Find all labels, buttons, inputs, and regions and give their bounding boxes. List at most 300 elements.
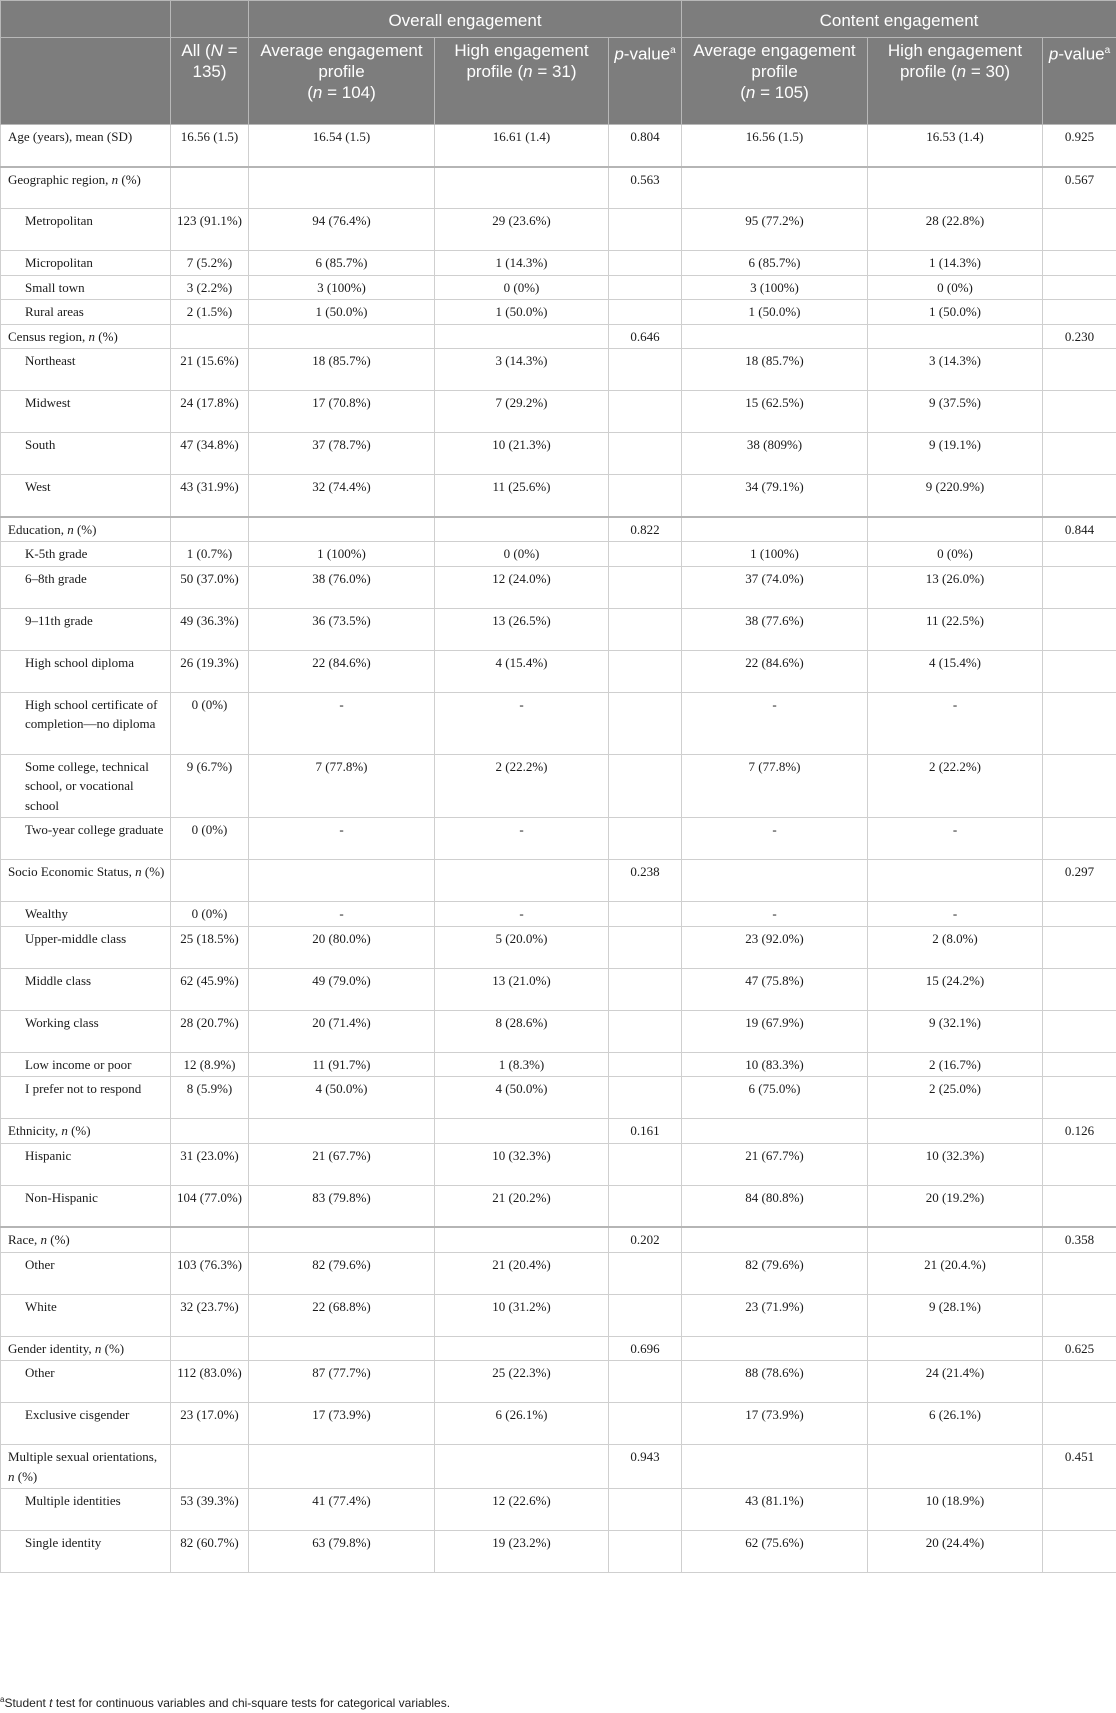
overall-pvalue-cell — [609, 1294, 682, 1336]
content-pvalue-cell — [1043, 209, 1116, 251]
overall-average-cell: 38 (76.0%) — [249, 566, 435, 608]
content-average-cell — [682, 167, 868, 209]
table-row — [1, 209, 1116, 251]
content-average-cell: 18 (85.7%) — [682, 349, 868, 391]
content-high-cell: 9 (220.9%) — [868, 475, 1043, 517]
overall-average-cell — [249, 517, 435, 542]
all-cell: 2 (1.5%) — [171, 300, 249, 325]
content-high-cell: 9 (28.1%) — [868, 1294, 1043, 1336]
overall-high-cell: 13 (26.5%) — [435, 608, 609, 650]
overall-pvalue-cell: 0.563 — [609, 167, 682, 209]
content-pvalue-cell — [1043, 1294, 1116, 1336]
overall-average-cell: - — [249, 902, 435, 927]
content-pvalue-cell — [1043, 650, 1116, 692]
content-average-cell: 6 (75.0%) — [682, 1077, 868, 1119]
header-overall-pvalue: p-value$^a$ — [609, 38, 682, 125]
overall-high-cell: 6 (26.1%) — [435, 1403, 609, 1445]
overall-high-cell: 21 (20.2%) — [435, 1185, 609, 1227]
row-label: Gender identity, n (%) — [1, 1336, 171, 1361]
overall-average-cell: 17 (73.9%) — [249, 1403, 435, 1445]
content-pvalue-cell: 0.625 — [1043, 1336, 1116, 1361]
content-average-cell — [682, 324, 868, 349]
row-label: Metropolitan — [1, 209, 171, 251]
all-cell: 0 (0%) — [171, 692, 249, 754]
content-high-cell — [868, 324, 1043, 349]
overall-average-cell: 18 (85.7%) — [249, 349, 435, 391]
content-high-cell: 3 (14.3%) — [868, 349, 1043, 391]
content-average-cell: 95 (77.2%) — [682, 209, 868, 251]
table-row — [1, 926, 1116, 968]
content-high-cell: 2 (8.0%) — [868, 926, 1043, 968]
content-average-cell: 3 (100%) — [682, 275, 868, 300]
overall-average-cell — [249, 1336, 435, 1361]
all-cell: 50 (37.0%) — [171, 566, 249, 608]
all-cell: 49 (36.3%) — [171, 608, 249, 650]
table-row — [1, 650, 1116, 692]
content-pvalue-cell: 0.126 — [1043, 1119, 1116, 1144]
content-high-cell: 11 (22.5%) — [868, 608, 1043, 650]
content-average-cell: - — [682, 902, 868, 927]
overall-high-cell: 0 (0%) — [435, 542, 609, 567]
overall-average-cell: 7 (77.8%) — [249, 754, 435, 818]
all-cell — [171, 1336, 249, 1361]
content-high-cell: 9 (19.1%) — [868, 433, 1043, 475]
row-label: South — [1, 433, 171, 475]
overall-high-cell: 19 (23.2%) — [435, 1531, 609, 1573]
content-average-cell — [682, 860, 868, 902]
content-average-cell: 1 (50.0%) — [682, 300, 868, 325]
header-variable-cell — [1, 38, 171, 125]
content-high-cell: - — [868, 902, 1043, 927]
overall-pvalue-cell — [609, 754, 682, 818]
overall-high-cell: 12 (24.0%) — [435, 566, 609, 608]
overall-high-cell — [435, 1119, 609, 1144]
content-pvalue-cell: 0.925 — [1043, 125, 1116, 167]
content-average-cell: 23 (92.0%) — [682, 926, 868, 968]
table-row-category — [1, 860, 1116, 902]
content-high-cell: 9 (37.5%) — [868, 391, 1043, 433]
content-average-cell: 16.56 (1.5) — [682, 125, 868, 167]
content-average-cell — [682, 1119, 868, 1144]
overall-average-cell: 11 (91.7%) — [249, 1052, 435, 1077]
row-label: West — [1, 475, 171, 517]
table-row-category — [1, 517, 1116, 542]
content-high-cell: 28 (22.8%) — [868, 209, 1043, 251]
content-pvalue-cell — [1043, 1185, 1116, 1227]
table-row — [1, 1489, 1116, 1531]
content-average-cell: 38 (809%) — [682, 433, 868, 475]
row-label: Multiple sexual orientations, n (%) — [1, 1445, 171, 1489]
row-label: Wealthy — [1, 902, 171, 927]
all-cell: 25 (18.5%) — [171, 926, 249, 968]
overall-pvalue-cell — [609, 1361, 682, 1403]
overall-high-cell: 3 (14.3%) — [435, 349, 609, 391]
content-pvalue-cell — [1043, 542, 1116, 567]
overall-high-cell — [435, 517, 609, 542]
row-label: White — [1, 1294, 171, 1336]
content-high-cell: 0 (0%) — [868, 542, 1043, 567]
content-average-cell: 88 (78.6%) — [682, 1361, 868, 1403]
overall-average-cell — [249, 1227, 435, 1252]
all-cell: 47 (34.8%) — [171, 433, 249, 475]
overall-pvalue-cell — [609, 1403, 682, 1445]
row-label: Hispanic — [1, 1143, 171, 1185]
row-label: Northeast — [1, 349, 171, 391]
all-cell — [171, 324, 249, 349]
content-pvalue-cell — [1043, 968, 1116, 1010]
content-average-cell — [682, 1445, 868, 1489]
row-label: High school certificate of completion—no diploma — [1, 692, 171, 754]
content-average-cell — [682, 1336, 868, 1361]
overall-pvalue-cell: 0.238 — [609, 860, 682, 902]
overall-average-cell: 4 (50.0%) — [249, 1077, 435, 1119]
table-row — [1, 818, 1116, 860]
table-row — [1, 349, 1116, 391]
content-high-cell: 2 (25.0%) — [868, 1077, 1043, 1119]
content-average-cell: 38 (77.6%) — [682, 608, 868, 650]
overall-average-cell: - — [249, 692, 435, 754]
overall-average-cell — [249, 1445, 435, 1489]
table-row — [1, 608, 1116, 650]
content-pvalue-cell — [1043, 1252, 1116, 1294]
overall-pvalue-cell — [609, 608, 682, 650]
table-row — [1, 1077, 1116, 1119]
table-row — [1, 1185, 1116, 1227]
content-pvalue-cell — [1043, 1489, 1116, 1531]
all-cell: 43 (31.9%) — [171, 475, 249, 517]
row-label: Education, n (%) — [1, 517, 171, 542]
all-cell: 123 (91.1%) — [171, 209, 249, 251]
overall-pvalue-cell — [609, 475, 682, 517]
overall-pvalue-cell — [609, 692, 682, 754]
overall-average-cell: 22 (68.8%) — [249, 1294, 435, 1336]
all-cell: 12 (8.9%) — [171, 1052, 249, 1077]
content-average-cell: 82 (79.6%) — [682, 1252, 868, 1294]
all-cell: 16.56 (1.5) — [171, 125, 249, 167]
table-row-category — [1, 125, 1116, 167]
all-cell: 82 (60.7%) — [171, 1531, 249, 1573]
row-label: 6–8th grade — [1, 566, 171, 608]
overall-average-cell: 1 (100%) — [249, 542, 435, 567]
all-cell: 104 (77.0%) — [171, 1185, 249, 1227]
overall-average-cell: 22 (84.6%) — [249, 650, 435, 692]
row-label: Some college, technical school, or vocational school — [1, 754, 171, 818]
content-high-cell: 2 (16.7%) — [868, 1052, 1043, 1077]
overall-average-cell: 1 (50.0%) — [249, 300, 435, 325]
table-row-category — [1, 1227, 1116, 1252]
overall-pvalue-cell: 0.822 — [609, 517, 682, 542]
content-pvalue-cell — [1043, 1010, 1116, 1052]
table-row — [1, 475, 1116, 517]
overall-high-cell: 10 (21.3%) — [435, 433, 609, 475]
content-high-cell: 2 (22.2%) — [868, 754, 1043, 818]
overall-average-cell: 83 (79.8%) — [249, 1185, 435, 1227]
overall-average-cell — [249, 860, 435, 902]
content-pvalue-cell — [1043, 692, 1116, 754]
overall-pvalue-cell — [609, 275, 682, 300]
row-label: Census region, n (%) — [1, 324, 171, 349]
all-cell: 23 (17.0%) — [171, 1403, 249, 1445]
overall-high-cell: - — [435, 902, 609, 927]
row-label: Single identity — [1, 1531, 171, 1573]
overall-average-cell: 49 (79.0%) — [249, 968, 435, 1010]
content-pvalue-cell — [1043, 1143, 1116, 1185]
overall-high-cell: 1 (50.0%) — [435, 300, 609, 325]
content-pvalue-cell — [1043, 475, 1116, 517]
overall-high-cell — [435, 1336, 609, 1361]
table-row-category — [1, 1119, 1116, 1144]
overall-high-cell: 13 (21.0%) — [435, 968, 609, 1010]
overall-pvalue-cell — [609, 650, 682, 692]
all-cell: 112 (83.0%) — [171, 1361, 249, 1403]
overall-average-cell — [249, 1119, 435, 1144]
row-label: Age (years), mean (SD) — [1, 125, 171, 167]
overall-average-cell: - — [249, 818, 435, 860]
all-cell: 26 (19.3%) — [171, 650, 249, 692]
all-cell — [171, 517, 249, 542]
all-cell: 103 (76.3%) — [171, 1252, 249, 1294]
table-row — [1, 1403, 1116, 1445]
overall-high-cell: 0 (0%) — [435, 275, 609, 300]
header-overall-average: Average engagement profile (n = 104) — [249, 38, 435, 125]
overall-pvalue-cell — [609, 926, 682, 968]
row-label: Ethnicity, n (%) — [1, 1119, 171, 1144]
table-row — [1, 902, 1116, 927]
table-body — [1, 125, 1116, 1573]
overall-pvalue-cell: 0.943 — [609, 1445, 682, 1489]
table-row — [1, 1010, 1116, 1052]
overall-high-cell: 4 (15.4%) — [435, 650, 609, 692]
row-label: Rural areas — [1, 300, 171, 325]
overall-high-cell: 25 (22.3%) — [435, 1361, 609, 1403]
overall-pvalue-cell — [609, 902, 682, 927]
content-pvalue-cell: 0.844 — [1043, 517, 1116, 542]
row-label: K-5th grade — [1, 542, 171, 567]
content-pvalue-cell — [1043, 251, 1116, 276]
overall-high-cell: 10 (31.2%) — [435, 1294, 609, 1336]
content-average-cell: 1 (100%) — [682, 542, 868, 567]
overall-high-cell: 11 (25.6%) — [435, 475, 609, 517]
content-pvalue-cell — [1043, 433, 1116, 475]
content-average-cell: 17 (73.9%) — [682, 1403, 868, 1445]
all-cell: 21 (15.6%) — [171, 349, 249, 391]
row-label: Upper-middle class — [1, 926, 171, 968]
overall-pvalue-cell — [609, 251, 682, 276]
row-label: Socio Economic Status, n (%) — [1, 860, 171, 902]
table-row — [1, 968, 1116, 1010]
overall-average-cell: 32 (74.4%) — [249, 475, 435, 517]
content-high-cell: 0 (0%) — [868, 275, 1043, 300]
all-cell: 24 (17.8%) — [171, 391, 249, 433]
overall-average-cell: 16.54 (1.5) — [249, 125, 435, 167]
content-pvalue-cell — [1043, 349, 1116, 391]
overall-pvalue-cell — [609, 1252, 682, 1294]
table-row — [1, 692, 1116, 754]
overall-pvalue-cell — [609, 1052, 682, 1077]
content-high-cell: 24 (21.4%) — [868, 1361, 1043, 1403]
overall-average-cell: 87 (77.7%) — [249, 1361, 435, 1403]
content-pvalue-cell: 0.230 — [1043, 324, 1116, 349]
content-high-cell — [868, 1445, 1043, 1489]
content-pvalue-cell: 0.358 — [1043, 1227, 1116, 1252]
content-high-cell — [868, 1336, 1043, 1361]
overall-high-cell: 1 (8.3%) — [435, 1052, 609, 1077]
table-header — [1, 1, 1116, 125]
header-row-groups — [1, 1, 1116, 38]
overall-pvalue-cell — [609, 1489, 682, 1531]
overall-average-cell: 17 (70.8%) — [249, 391, 435, 433]
all-cell — [171, 1119, 249, 1144]
overall-high-cell: 5 (20.0%) — [435, 926, 609, 968]
content-high-cell — [868, 860, 1043, 902]
content-average-cell: 15 (62.5%) — [682, 391, 868, 433]
overall-high-cell: 21 (20.4%) — [435, 1252, 609, 1294]
row-label: Geographic region, n (%) — [1, 167, 171, 209]
overall-average-cell: 82 (79.6%) — [249, 1252, 435, 1294]
overall-pvalue-cell — [609, 209, 682, 251]
content-high-cell: 1 (14.3%) — [868, 251, 1043, 276]
table-row-category — [1, 167, 1116, 209]
content-pvalue-cell: 0.567 — [1043, 167, 1116, 209]
all-cell: 3 (2.2%) — [171, 275, 249, 300]
table-footnote: $^a$Student t test for continuous variables and chi-square tests for categorical variables. — [0, 1695, 451, 1710]
content-high-cell: 10 (32.3%) — [868, 1143, 1043, 1185]
all-cell — [171, 167, 249, 209]
content-average-cell: 37 (74.0%) — [682, 566, 868, 608]
table-row-category — [1, 1336, 1116, 1361]
header-overall-engagement: Overall engagement — [249, 1, 682, 38]
table-row — [1, 1052, 1116, 1077]
table-row — [1, 391, 1116, 433]
overall-high-cell: - — [435, 692, 609, 754]
content-average-cell: 19 (67.9%) — [682, 1010, 868, 1052]
content-average-cell: 62 (75.6%) — [682, 1531, 868, 1573]
content-pvalue-cell — [1043, 1077, 1116, 1119]
all-cell: 28 (20.7%) — [171, 1010, 249, 1052]
row-label: 9–11th grade — [1, 608, 171, 650]
overall-high-cell: 1 (14.3%) — [435, 251, 609, 276]
overall-average-cell — [249, 324, 435, 349]
content-average-cell: 84 (80.8%) — [682, 1185, 868, 1227]
overall-pvalue-cell — [609, 391, 682, 433]
row-label: Exclusive cisgender — [1, 1403, 171, 1445]
all-cell — [171, 860, 249, 902]
table-row — [1, 1361, 1116, 1403]
content-pvalue-cell: 0.297 — [1043, 860, 1116, 902]
all-cell: 8 (5.9%) — [171, 1077, 249, 1119]
content-average-cell: 21 (67.7%) — [682, 1143, 868, 1185]
content-pvalue-cell — [1043, 902, 1116, 927]
content-pvalue-cell — [1043, 926, 1116, 968]
content-high-cell — [868, 517, 1043, 542]
overall-high-cell — [435, 860, 609, 902]
content-high-cell: 20 (24.4%) — [868, 1531, 1043, 1573]
content-high-cell: 21 (20.4.%) — [868, 1252, 1043, 1294]
header-content-average: Average engagement profile (n = 105) — [682, 38, 868, 125]
content-pvalue-cell — [1043, 1531, 1116, 1573]
content-average-cell: 23 (71.9%) — [682, 1294, 868, 1336]
table-row — [1, 251, 1116, 276]
content-average-cell — [682, 517, 868, 542]
overall-average-cell: 20 (80.0%) — [249, 926, 435, 968]
content-average-cell: 34 (79.1%) — [682, 475, 868, 517]
content-high-cell: 6 (26.1%) — [868, 1403, 1043, 1445]
header-blank-cell — [1, 1, 171, 38]
overall-pvalue-cell — [609, 1077, 682, 1119]
overall-high-cell: 29 (23.6%) — [435, 209, 609, 251]
overall-high-cell — [435, 167, 609, 209]
overall-average-cell: 36 (73.5%) — [249, 608, 435, 650]
table-row — [1, 1143, 1116, 1185]
overall-pvalue-cell — [609, 433, 682, 475]
all-cell: 53 (39.3%) — [171, 1489, 249, 1531]
overall-average-cell — [249, 167, 435, 209]
content-pvalue-cell — [1043, 300, 1116, 325]
table-row — [1, 754, 1116, 818]
all-cell: 31 (23.0%) — [171, 1143, 249, 1185]
header-content-engagement: Content engagement — [682, 1, 1116, 38]
content-pvalue-cell — [1043, 818, 1116, 860]
header-blank-cell-all — [171, 1, 249, 38]
row-label: Small town — [1, 275, 171, 300]
all-cell — [171, 1227, 249, 1252]
overall-high-cell: - — [435, 818, 609, 860]
table-row-category — [1, 1445, 1116, 1489]
row-label: Race, n (%) — [1, 1227, 171, 1252]
overall-high-cell: 7 (29.2%) — [435, 391, 609, 433]
all-cell: 9 (6.7%) — [171, 754, 249, 818]
overall-average-cell: 20 (71.4%) — [249, 1010, 435, 1052]
header-all: All (N = 135) — [171, 38, 249, 125]
header-row-columns — [1, 38, 1116, 125]
content-high-cell: 20 (19.2%) — [868, 1185, 1043, 1227]
overall-pvalue-cell — [609, 300, 682, 325]
table-row — [1, 433, 1116, 475]
overall-high-cell: 16.61 (1.4) — [435, 125, 609, 167]
row-label: Multiple identities — [1, 1489, 171, 1531]
content-high-cell: 4 (15.4%) — [868, 650, 1043, 692]
content-average-cell: - — [682, 818, 868, 860]
table-row — [1, 1294, 1116, 1336]
all-cell: 1 (0.7%) — [171, 542, 249, 567]
content-high-cell: - — [868, 692, 1043, 754]
row-label: Micropolitan — [1, 251, 171, 276]
all-cell: 62 (45.9%) — [171, 968, 249, 1010]
all-cell — [171, 1445, 249, 1489]
overall-pvalue-cell: 0.161 — [609, 1119, 682, 1144]
overall-pvalue-cell — [609, 1010, 682, 1052]
all-cell: 7 (5.2%) — [171, 251, 249, 276]
overall-pvalue-cell — [609, 1531, 682, 1573]
overall-high-cell — [435, 324, 609, 349]
row-label: I prefer not to respond — [1, 1077, 171, 1119]
content-high-cell: 15 (24.2%) — [868, 968, 1043, 1010]
row-label: Two-year college graduate — [1, 818, 171, 860]
row-label: Low income or poor — [1, 1052, 171, 1077]
content-average-cell: - — [682, 692, 868, 754]
content-high-cell: 10 (18.9%) — [868, 1489, 1043, 1531]
content-average-cell: 22 (84.6%) — [682, 650, 868, 692]
overall-high-cell: 10 (32.3%) — [435, 1143, 609, 1185]
all-cell: 0 (0%) — [171, 902, 249, 927]
table-row — [1, 1531, 1116, 1573]
content-pvalue-cell — [1043, 275, 1116, 300]
content-average-cell — [682, 1227, 868, 1252]
content-high-cell: 1 (50.0%) — [868, 300, 1043, 325]
content-average-cell: 47 (75.8%) — [682, 968, 868, 1010]
overall-high-cell: 2 (22.2%) — [435, 754, 609, 818]
overall-pvalue-cell: 0.202 — [609, 1227, 682, 1252]
